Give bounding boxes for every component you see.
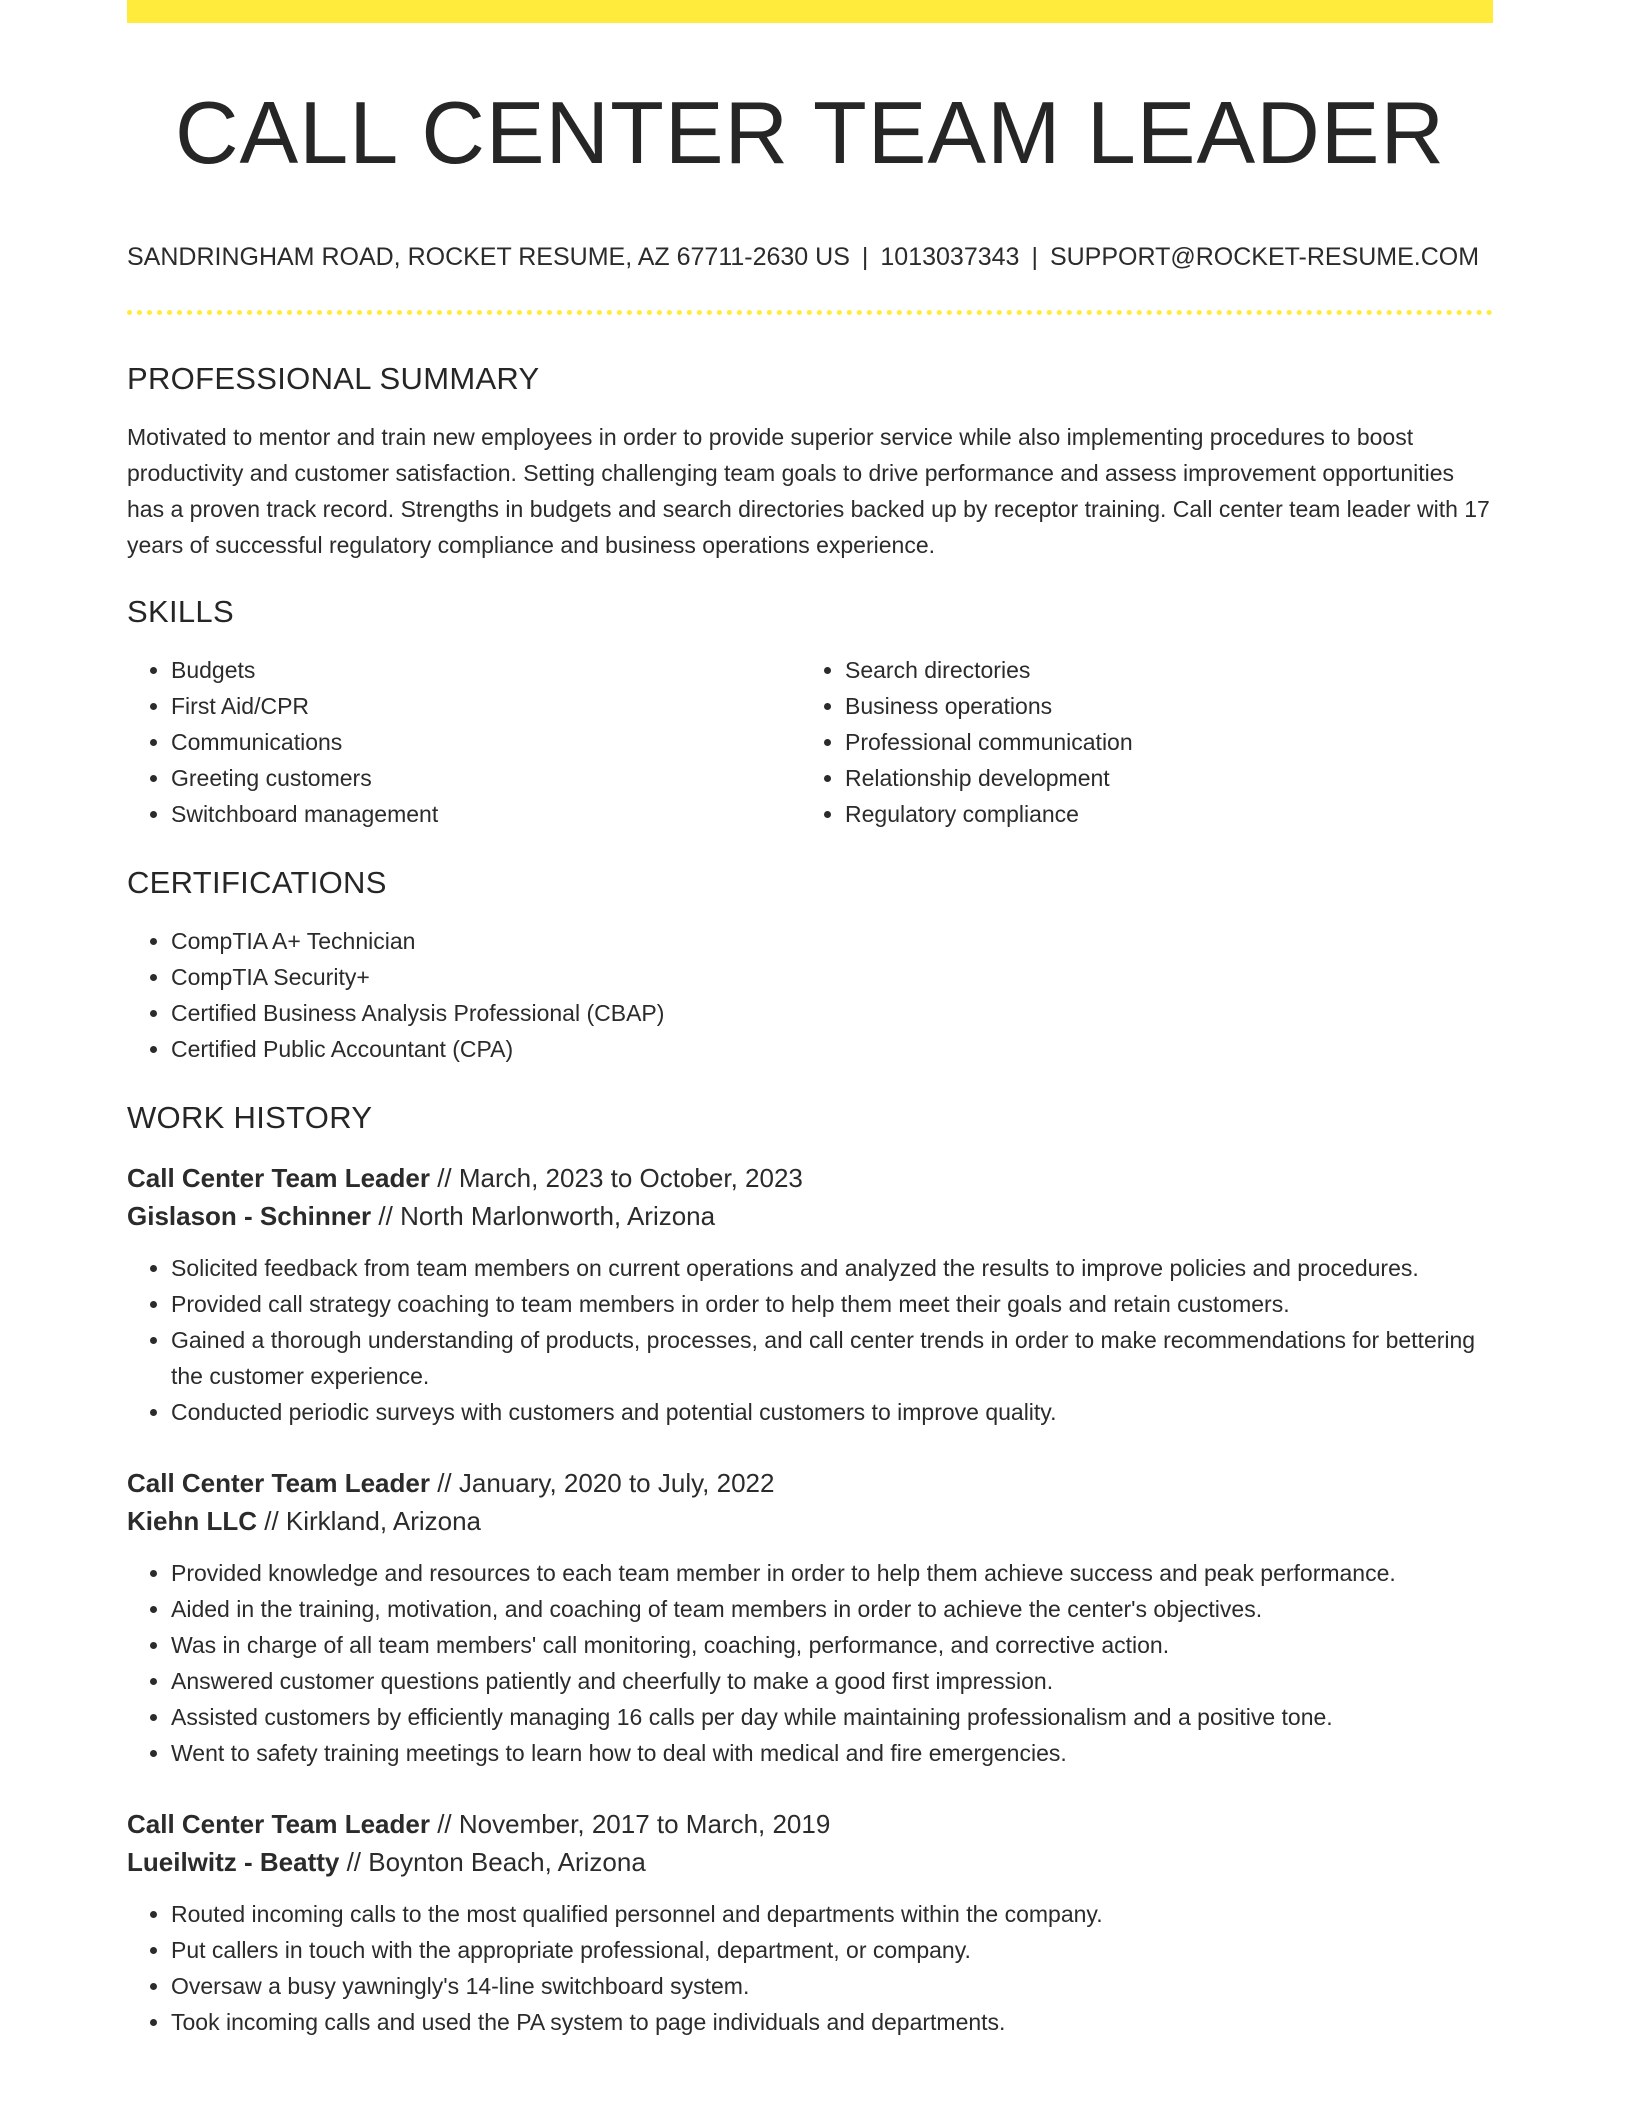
job-company-line [127, 1843, 1493, 1881]
resume-name-title: CALL CENTER TEAM LEADER [175, 83, 1445, 182]
job-location: Boynton Beach, Arizona [368, 1846, 646, 1877]
job-entry [127, 1159, 1493, 1430]
job-entry [127, 1464, 1493, 1771]
professional-summary-section [127, 360, 1493, 563]
job-separator: // [257, 1505, 286, 1536]
job-dates: January, 2020 to July, 2022 [458, 1467, 775, 1498]
job-company-line [127, 1502, 1493, 1540]
job-bullet: • Was in charge of all team members' call monitoring, coaching, performance, and corrective action. [171, 1627, 1493, 1663]
certification-item: • Certified Business Analysis Professional (CBAP) [171, 995, 1493, 1031]
skill-item: • Budgets [171, 652, 801, 688]
job-bullet: • Conducted periodic surveys with customers and potential customers to improve quality. [171, 1394, 1493, 1430]
job-separator: // [339, 1846, 369, 1877]
job-location: Kirkland, Arizona [285, 1505, 482, 1536]
job-entry [127, 1805, 1493, 2040]
contact-address: SANDRINGHAM ROAD, ROCKET RESUME, AZ 67711-2630 US [127, 242, 850, 271]
certification-item: • Certified Public Accountant (CPA) [171, 1031, 1493, 1067]
section-heading: SKILLS [127, 593, 234, 629]
skills-section [127, 593, 1493, 832]
job-title: Call Center Team Leader [127, 1162, 430, 1193]
skills-grid [127, 652, 1493, 832]
job-bullet: • Provided knowledge and resources to each team member in order to help them achieve success and peak performance. [171, 1555, 1493, 1591]
skill-item: • Search directories [845, 652, 1475, 688]
skill-item: • Professional communication [845, 724, 1475, 760]
work-history-section [127, 1099, 1493, 2039]
skill-item: • Relationship development [845, 760, 1475, 796]
job-bullet: • Routed incoming calls to the most qualified personnel and departments within the company. [171, 1896, 1493, 1932]
section-heading: WORK HISTORY [127, 1100, 373, 1136]
summary-text: Motivated to mentor and train new employees in order to provide superior service while also implementing procedures to boost productivity and customer satisfaction. Setting challenging team goals to drive performance and assess improvement opportunities has a proven track record. Strengths in budgets and search directories backed up by receptor training. Call center team leader with 17 years of successful regulatory compliance and business operations experience. [127, 423, 1490, 558]
accent-top-bar [127, 0, 1493, 23]
job-bullet: • Went to safety training meetings to learn how to deal with medical and fire emergencies. [171, 1735, 1493, 1771]
certifications-section [127, 864, 1493, 1067]
job-bullet: • Took incoming calls and used the PA system to page individuals and departments. [171, 2004, 1493, 2040]
job-title: Call Center Team Leader [127, 1467, 430, 1498]
job-bullet: • Solicited feedback from team members on current operations and analyzed the results to improve policies and procedures. [171, 1250, 1493, 1286]
job-bullet: • Aided in the training, motivation, and coaching of team members in order to achieve the center's objectives. [171, 1591, 1493, 1627]
job-bullet: • Assisted customers by efficiently managing 16 calls per day while maintaining professionalism and a positive tone. [171, 1699, 1493, 1735]
job-title-line [127, 1159, 1493, 1197]
job-separator: // [429, 1808, 459, 1839]
section-heading: CERTIFICATIONS [127, 865, 387, 901]
job-company-line [127, 1197, 1493, 1235]
skills-column-left [127, 652, 801, 832]
skill-item: • Greeting customers [171, 760, 801, 796]
contact-line [127, 242, 1493, 272]
job-title-line [127, 1805, 1493, 1843]
job-company: Kiehn LLC [127, 1505, 257, 1536]
job-bullet: • Provided call strategy coaching to team members in order to help them meet their goals and retain customers. [171, 1286, 1493, 1322]
certification-item: • CompTIA Security+ [171, 959, 1493, 995]
resume-page [127, 0, 1493, 2040]
job-company: Lueilwitz - Beatty [127, 1846, 340, 1877]
skill-item: • Regulatory compliance [845, 796, 1475, 832]
dotted-divider [127, 310, 1493, 315]
job-title: Call Center Team Leader [127, 1808, 430, 1839]
skill-item: • Business operations [845, 688, 1475, 724]
job-location: North Marlonworth, Arizona [400, 1200, 716, 1231]
skill-item: • Switchboard management [171, 796, 801, 832]
job-title-line [127, 1464, 1493, 1502]
job-bullet: • Answered customer questions patiently and cheerfully to make a good first impression. [171, 1663, 1493, 1699]
skill-item: • First Aid/CPR [171, 688, 801, 724]
skills-column-right [801, 652, 1475, 832]
job-dates: November, 2017 to March, 2019 [458, 1808, 831, 1839]
job-separator: // [429, 1162, 459, 1193]
contact-separator: | [1031, 242, 1038, 271]
certification-item: • CompTIA A+ Technician [171, 923, 1493, 959]
job-dates: March, 2023 to October, 2023 [458, 1162, 803, 1193]
job-company: Gislason - Schinner [127, 1200, 372, 1231]
contact-email[interactable]: SUPPORT@ROCKET-RESUME.COM [1049, 242, 1480, 271]
job-bullet: • Gained a thorough understanding of products, processes, and call center trends in order to make recommendations for bettering the customer experience. [171, 1322, 1493, 1394]
section-heading: PROFESSIONAL SUMMARY [127, 360, 540, 396]
job-bullet: • Oversaw a busy yawningly's 14-line switchboard system. [171, 1968, 1493, 2004]
contact-separator: | [861, 242, 869, 271]
job-bullet: • Put callers in touch with the appropriate professional, department, or company. [171, 1932, 1493, 1968]
job-separator: // [371, 1200, 401, 1231]
skill-item: • Communications [171, 724, 801, 760]
job-separator: // [429, 1467, 459, 1498]
contact-phone: 1013037343 [880, 242, 1020, 271]
